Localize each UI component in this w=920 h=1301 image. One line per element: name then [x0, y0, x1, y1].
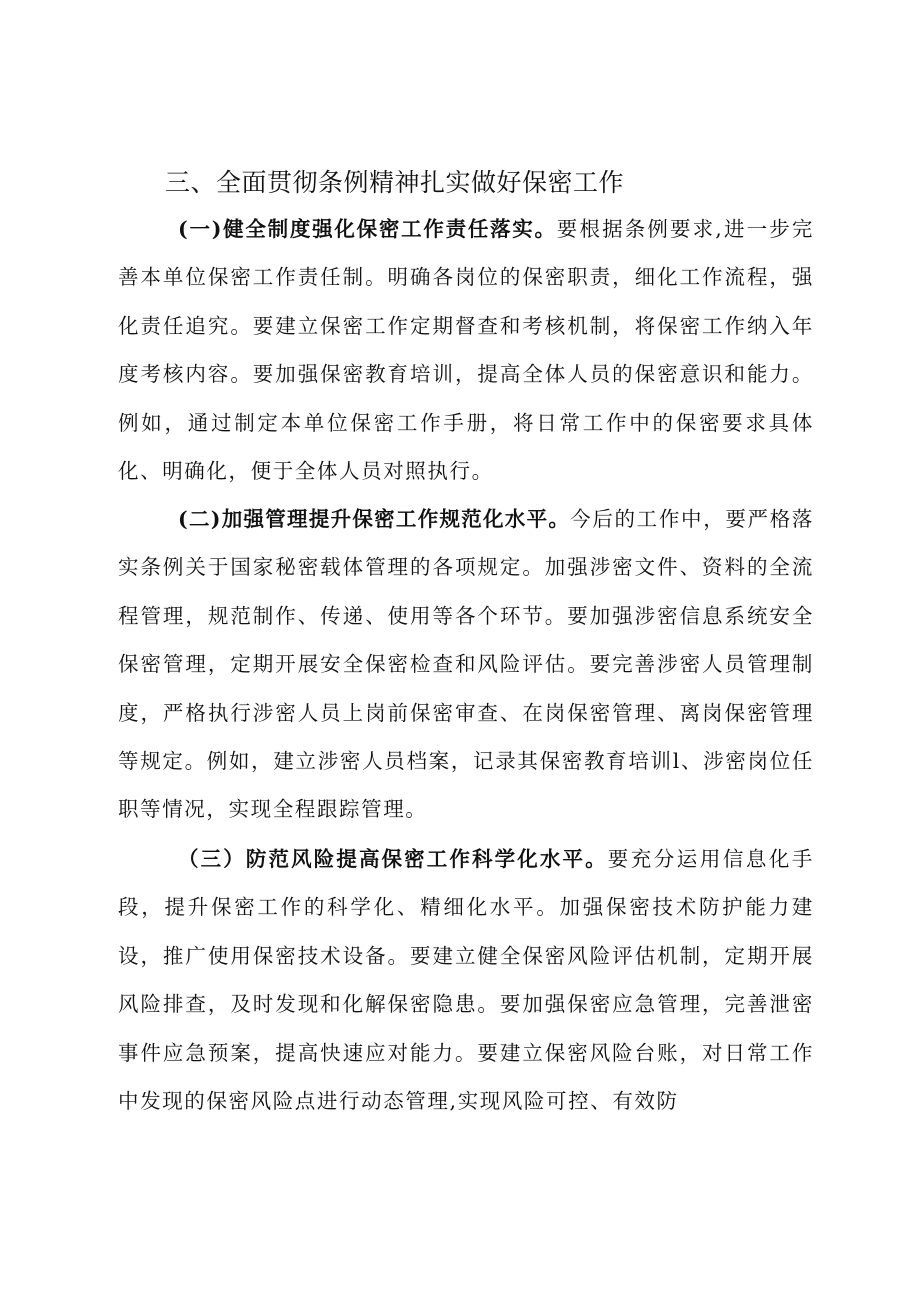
paragraph-2	[118, 495, 814, 834]
paragraph-1-lead: (一)健全制度强化保密工作责任落实。	[178, 217, 557, 241]
paragraph-3-body: 要充分运用信息化手段，提升保密工作的科学化、精细化水平。加强保密技术防护能力建设，推广使用保密技术设备。要建立健全保密风险评估机制，定期开展风险排查，及时发现和化解保密隐患。要加强保密应急管理，完善泄密事件应急预案，提高快速应对能力。要建立保密风险台账，对日常工作中发现的保密风险点进行动态管理,实现风险可控、有效防	[118, 847, 814, 1114]
section-heading: 三、全面贯彻条例精神扎实做好保密工作	[165, 168, 625, 197]
paragraph-2-lead: (二)加强管理提升保密工作规范化水平。	[178, 507, 571, 531]
paragraph-1-body: 要根据条例要求,进一步完善本单位保密工作责任制。明确各岗位的保密职责，细化工作流程，强化责任追究。要建立保密工作定期督查和考核机制，将保密工作纳入年度考核内容。要加强保密教育培训，提高全体人员的保密意识和能力。例如，通过制定本单位保密工作手册，将日常工作中的保密要求具体化、明确化，便于全体人员对照执行。	[118, 217, 814, 484]
paragraph-2-body: 今后的工作中，要严格落实条例关于国家秘密载体管理的各项规定。加强涉密文件、资料的全流程管理，规范制作、传递、使用等各个环节。要加强涉密信息系统安全保密管理，定期开展安全保密检查和风险评估。要完善涉密人员管理制度，严格执行涉密人员上岗前保密审查、在岗保密管理、离岗保密管理等规定。例如，建立涉密人员档案，记录其保密教育培训l、涉密岗位任职等情况，实现全程跟踪管理。	[118, 507, 814, 822]
paragraph-1	[118, 205, 814, 495]
paragraph-3	[118, 835, 814, 1125]
paragraph-3-lead: （三）防范风险提高保密工作科学化水平。	[178, 847, 608, 871]
